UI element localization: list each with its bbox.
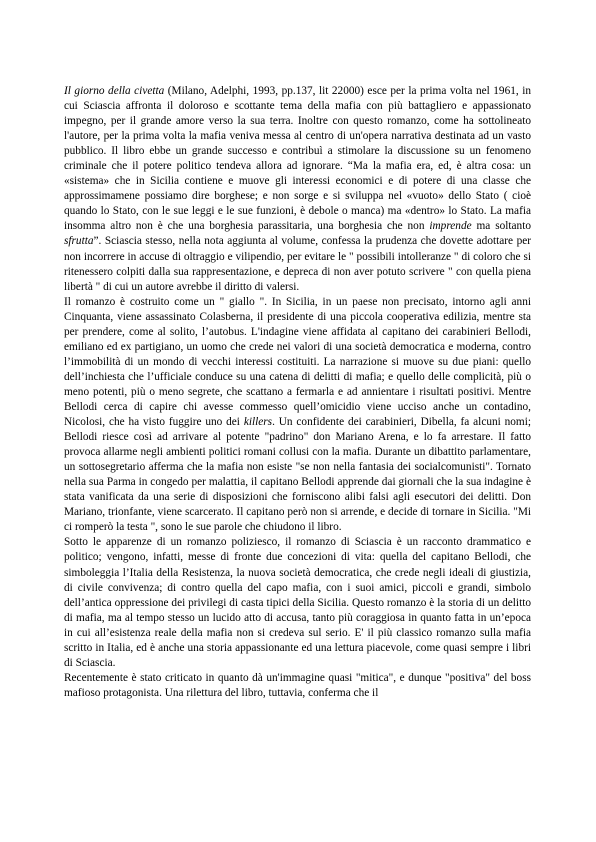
paragraph-text: . Un confidente dei carabinieri, Dibella, fa alcuni nomi; Bellodi riesce così ad arrivare al potente "padrino" don Mariano Arena, e lo fa arrestare. Il fatto provoca allarme negli ambienti politici romani collusi con la mafia. Durante un dibattito parlamentare, un sottosegretario afferma che la mafia non esiste "se non nella fantasia dei socialcomunisti". Tornato nella sua Parma in congedo per malattia, il capitano Bellodi apprende dai giornali che la sua indagine è stata vanificata da una serie di disposizioni che forniscono alibi falsi agli esecutori dei delitti. Don Mariano, trionfante, viene scarcerato. Il capitano però non si arrende, e decide di tornare in Sicilia. "Mi ci romperò la testa ", sono le sue parole che chiudono il libro. xyxy=(64,416,531,534)
paragraph-text: Sotto le apparenze di un romanzo poliziesco, il romanzo di Sciascia è un racconto drammatico e politico; vengono, infatti, messe di fronte due concezioni di vita: quella del capitano Bellodi, che simboleggia l’Italia della Resistenza, la nuova società democratica, che crede negli ideali di giustizia, di civile convivenza; di contro quella del capo mafia, con i suoi amici, piccoli e grandi, simbolo dell’antica oppressione dei privilegi di casta tipici della Sicilia. Questo romanzo è la storia di un delitto di mafia, ma al tempo stesso un lucido atto di accusa, tanto più coraggiosa in quanto fatta in un’epoca in cui all’esistenza reale della mafia non si credeva sul serio. E' il più classico romanzo sulla mafia scritto in Italia, ed è anche una storia appassionante ed una lettura piacevole, come quasi sempre i libri di Sciascia. xyxy=(64,536,531,669)
emphasis-sfrutta: sfrutta xyxy=(64,235,94,248)
document-page xyxy=(64,84,531,701)
paragraph-text: Recentemente è stato criticato in quanto dà un'immagine quasi "mitica", e dunque "positiva" del boss mafioso protagonista. Una rilettura del libro, tuttavia, conferma che il xyxy=(64,671,531,699)
paragraph-text: Il romanzo è costruito come un " giallo ". In Sicilia, in un paese non precisato, intorno agli anni Cinquanta, viene assassinato Colasberna, il presidente di una piccola cooperativa edilizia, mentre sta per prendere, come al solito, l’autobus. L'indagine viene affidata al capitano dei carabinieri Bellodi, emiliano ed ex partigiano, un uomo che crede nei valori di una società democratica e moderna, contro l’immobilità di un mondo di vecchi interessi costituiti. La narrazione si muove su due piani: quello dell’inchiesta che l’ufficiale conduce su una catena di delitti di mafia; e quello delle complicità, più o meno potenti, più o meno segrete, che scattano a fermarla e ad annientare i risultati positivi. Mentre Bellodi cerca di capire chi avesse commesso quell’omicidio viene ucciso anche un contadino, Nicolosi, che ha visto fuggire uno dei xyxy=(64,295,531,429)
paragraph-text: ma soltanto xyxy=(471,220,531,233)
paragraph-text: (Milano, Adelphi, 1993, pp.137, lit 22000) esce per la prima volta nel 1961, in cui Sciascia affronta il doloroso e scottante tema della mafia con più battagliero e appassionato impegno, per il grande amore verso la sua terra. Inoltre con questo romanzo, come ha sottolineato l'autore, per la prima volta la mafia veniva messa al centro di un'opera narrativa destinata ad un vasto pubblico. Il libro ebbe un grande successo e contribuì a stimolare la discussione su un fenomeno criminale che il potere politico tendeva allora ad ignorare. “Ma la mafia era, ed, è altra cosa: un «sistema» che in Sicilia contiene e muove gli interessi economici e di potere di una classe che approssimamene possiamo dire borghese; e non sorge e si sviluppa nel «vuoto» dello Stato ( cioè quando lo Stato, con le sue leggi e le sue funzioni, è debole o manca) ma «dentro» lo Stato. La mafia insomma altro non è che una borghesia parassitaria, una borghesia che non xyxy=(64,85,532,233)
paragraph-criticism xyxy=(64,671,531,701)
paragraph-text: ”. Sciascia stesso, nella nota aggiunta al volume, confessa la prudenza che dovette adottare per non incorrere in accuse di oltraggio e vilipendio, per evitare le " possibili intolleranze " di coloro che si ritenessero colpiti dalla sua rappresentazione, e depreca di non aver potuto scrivere " con quella piena libertà " di cui un autore avrebbe il diritto di valersi. xyxy=(64,235,531,293)
paragraph-analysis xyxy=(64,535,531,670)
book-title: Il giorno della civetta xyxy=(64,85,165,97)
paragraph-plot xyxy=(64,295,531,536)
paragraph-intro xyxy=(64,84,531,295)
emphasis-killers: killers xyxy=(243,416,273,429)
emphasis-imprende: imprende xyxy=(429,220,472,233)
